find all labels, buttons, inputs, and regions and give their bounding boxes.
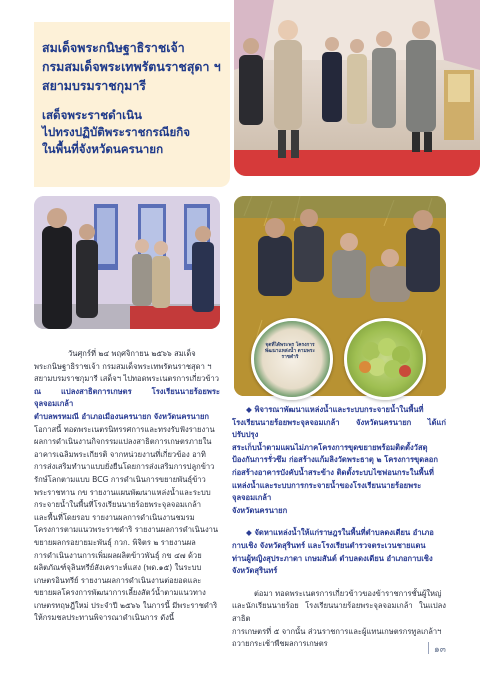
subtitle-line-2: ไปทรงปฏิบัติพระราชกรณียกิจ: [42, 125, 191, 139]
bullet-2-line: ◆ จัดหาแหล่งน้ำให้แก่ราษฎรในพื้นที่ตำบลดงเดียน อำเภอ: [246, 528, 434, 538]
paragraph-line: พระราชทาน กข รายงานแผนพัฒนาแหล่งน้ำและระบบ: [34, 487, 211, 497]
right-column-text: [232, 404, 446, 651]
bullet-1-line: จังหวัดนครนายก: [232, 505, 288, 515]
closing-line: ต่อมา ทอดพระเนตรการเกี่ยวข้าวของข้าราชการชั้นผู้ใหญ่: [254, 588, 442, 598]
bullet-1-line: แหล่งน้ำและระบบการกระจายน้ำของโรงเรียนนายร้อยพระจุลจอมเกล้า: [232, 480, 422, 503]
bullet-1-line: โรงเรียนนายร้อยพระจุลจอมเกล้า จังหวัดนครนายก ได้แก่ ปรับปรุง: [232, 417, 446, 440]
paragraph-line: อาคารเฉลิมพระเกียรติ จากหน่วยงานที่เกี่ยวข้อง อาทิ: [34, 449, 206, 459]
bullet-1-line: ◆ พิจารณาพัฒนาแหล่งน้ำและระบบกระจายน้ำในพื้นที่: [246, 405, 424, 414]
paragraph-line: ขยายผลโครงการพัฒนาการเลี้ยงสัตว์น้ำตามแนวทาง: [34, 588, 206, 598]
paragraph-line: การส่งเสริมทำนาแบบยั่งยืนโดยการส่งเสริมการปลูกข้าว: [34, 462, 215, 472]
paragraph-line: ให้กรมชลประทานพิจารณาดำเนินการ ดังนี้: [34, 613, 175, 623]
paragraph-line: โอกาสนี้ ทอดพระเนตรนิทรรศการและทรงรับฟังรายงาน: [34, 424, 215, 434]
bullet-1-line: ก่อสร้างอาคารบังคับน้ำสระข้าง ติดตั้งระบบไซฟอนกระในพื้นที่: [232, 467, 434, 477]
project-sign-inset: [251, 318, 333, 400]
paragraph-line: ผลการดำเนินงานกิจกรรมแปลงสาธิตการเกษตรภายใน: [34, 437, 212, 447]
paragraph-line: โครงการตามแนวพระราชดำริ รายงานผลการดำเนินงาน: [34, 525, 219, 535]
page-number: ๑๓: [434, 645, 446, 655]
exhibition-photo: [34, 196, 220, 329]
paragraph-line: ขยายผลกรอยายมะพันธุ์ กวก. พิจิตร ๒ รายงานผล: [34, 537, 196, 547]
page-number-divider: [428, 642, 429, 654]
paragraph-line: พระกนิษฐาธิราชเจ้า กรมสมเด็จพระเทพรัตนราชสุดา ฯ: [34, 361, 212, 371]
closing-line: และนักเรียนนายร้อย โรงเรียนนายร้อยพระจุลจอมเกล้า ในแปลงสาธิต: [232, 601, 446, 623]
ceremony-photo-art: [234, 0, 480, 176]
closing-line: ถวายกระเช้าพืชผลการเกษตร: [232, 639, 328, 649]
paragraph-line: เกษตรทฤษฎีใหม่ ประจำปี ๒๕๖๖ ในการนี้ มีพระราชดำริ: [34, 600, 218, 610]
paragraph-line: รักษ์โลกตามแบบ BCG การดำเนินการขยายพันธุ์ข้าว: [34, 474, 206, 484]
paragraph-line: และพื้นที่โดยรอบ รายงานผลการดำเนินงานชมรม: [34, 512, 195, 522]
project-sign-text: จุดที่ได้พระพร โครงการพัฒนาแหล่งน้ำ ตามพระราชดำริ: [265, 343, 315, 360]
left-column-text: [34, 348, 220, 625]
bullet-2-line: จังหวัดสุรินทร์: [232, 566, 278, 576]
produce-basket-inset: [344, 318, 426, 400]
paragraph-line: การดำเนินงานการเพิ่มผลผลิตข้าวพันธุ์ กข ๔๗ ด้วย: [34, 550, 202, 560]
bullet-2-line: กาบเชิง จังหวัดสุรินทร์ และโรงเรียนตำรวจตระเวนชายแดน: [232, 540, 426, 550]
subtitle-line-1: เสด็จพระราชดำเนิน: [42, 108, 142, 122]
page-title: [42, 38, 228, 95]
paragraph-line: วันศุกร์ที่ ๒๔ พฤศจิกายน ๒๕๖๖ สมเด็จ: [68, 349, 196, 358]
subtitle-line-3: ในพื้นที่จังหวัดนครนายก: [42, 142, 164, 156]
title-line-3: สยามบรมราชกุมารี: [42, 78, 146, 93]
paragraph-line: สยามบรมราชกุมารี เสด็จฯ ไปทอดพระเนตรการเกี่ยวข้าว: [34, 374, 220, 384]
paragraph-line: ผลิตภัณฑ์จุลินทรีย์สังเคราะห์แสง (พด.๑๕) ในระบบ: [34, 563, 202, 573]
paragraph-line-highlight: ตำบลพรหมณี อำเภอเมืองนครนายก จังหวัดนครนายก: [34, 411, 210, 421]
bullet-1-line: สระเก็บน้ำตามแผนไม่ภาคโครงการขุดขยายพร้อมติดตั้งวัสดุ: [232, 442, 428, 452]
bullet-1-line: ป้องกันการรั่วซึม ก่อสร้างแก้มลิงวัดพระธาตุ ๒ โครงการขุดลอก: [232, 455, 438, 465]
title-line-1: สมเด็จพระกนิษฐาธิราชเจ้า: [42, 40, 185, 55]
bullet-2-line: ท่านผู้หญิงสุประภาดา เกษมสันต์ ตำบลดงเดียน อำเภอกาบเชิง: [232, 553, 433, 563]
page-subtitle: [42, 107, 228, 158]
title-line-2: กรมสมเด็จพระเทพรัตนราชสุดา ฯ: [42, 59, 221, 74]
paragraph-line-highlight: ณ แปลงสาธิตการเกษตร โรงเรียนนายร้อยพระจุลจอมเกล้า: [34, 386, 220, 409]
paragraph-line: เกษตรอินทรีย์ รายงานผลการดำเนินงานต่อยอดและ: [34, 575, 202, 585]
ceremony-photo: [234, 0, 480, 176]
paragraph-line: กระจายน้ำในพื้นที่โรงเรียนนายร้อยพระจุลจอมเกล้า: [34, 500, 202, 510]
exhibition-photo-art: [34, 196, 220, 329]
produce-basket-art: [347, 321, 423, 397]
closing-line: การเกษตรที่ ๕ จากนั้น ส่วนราชการและผู้แทนเกษตรกรทูลเกล้าฯ: [232, 626, 442, 636]
